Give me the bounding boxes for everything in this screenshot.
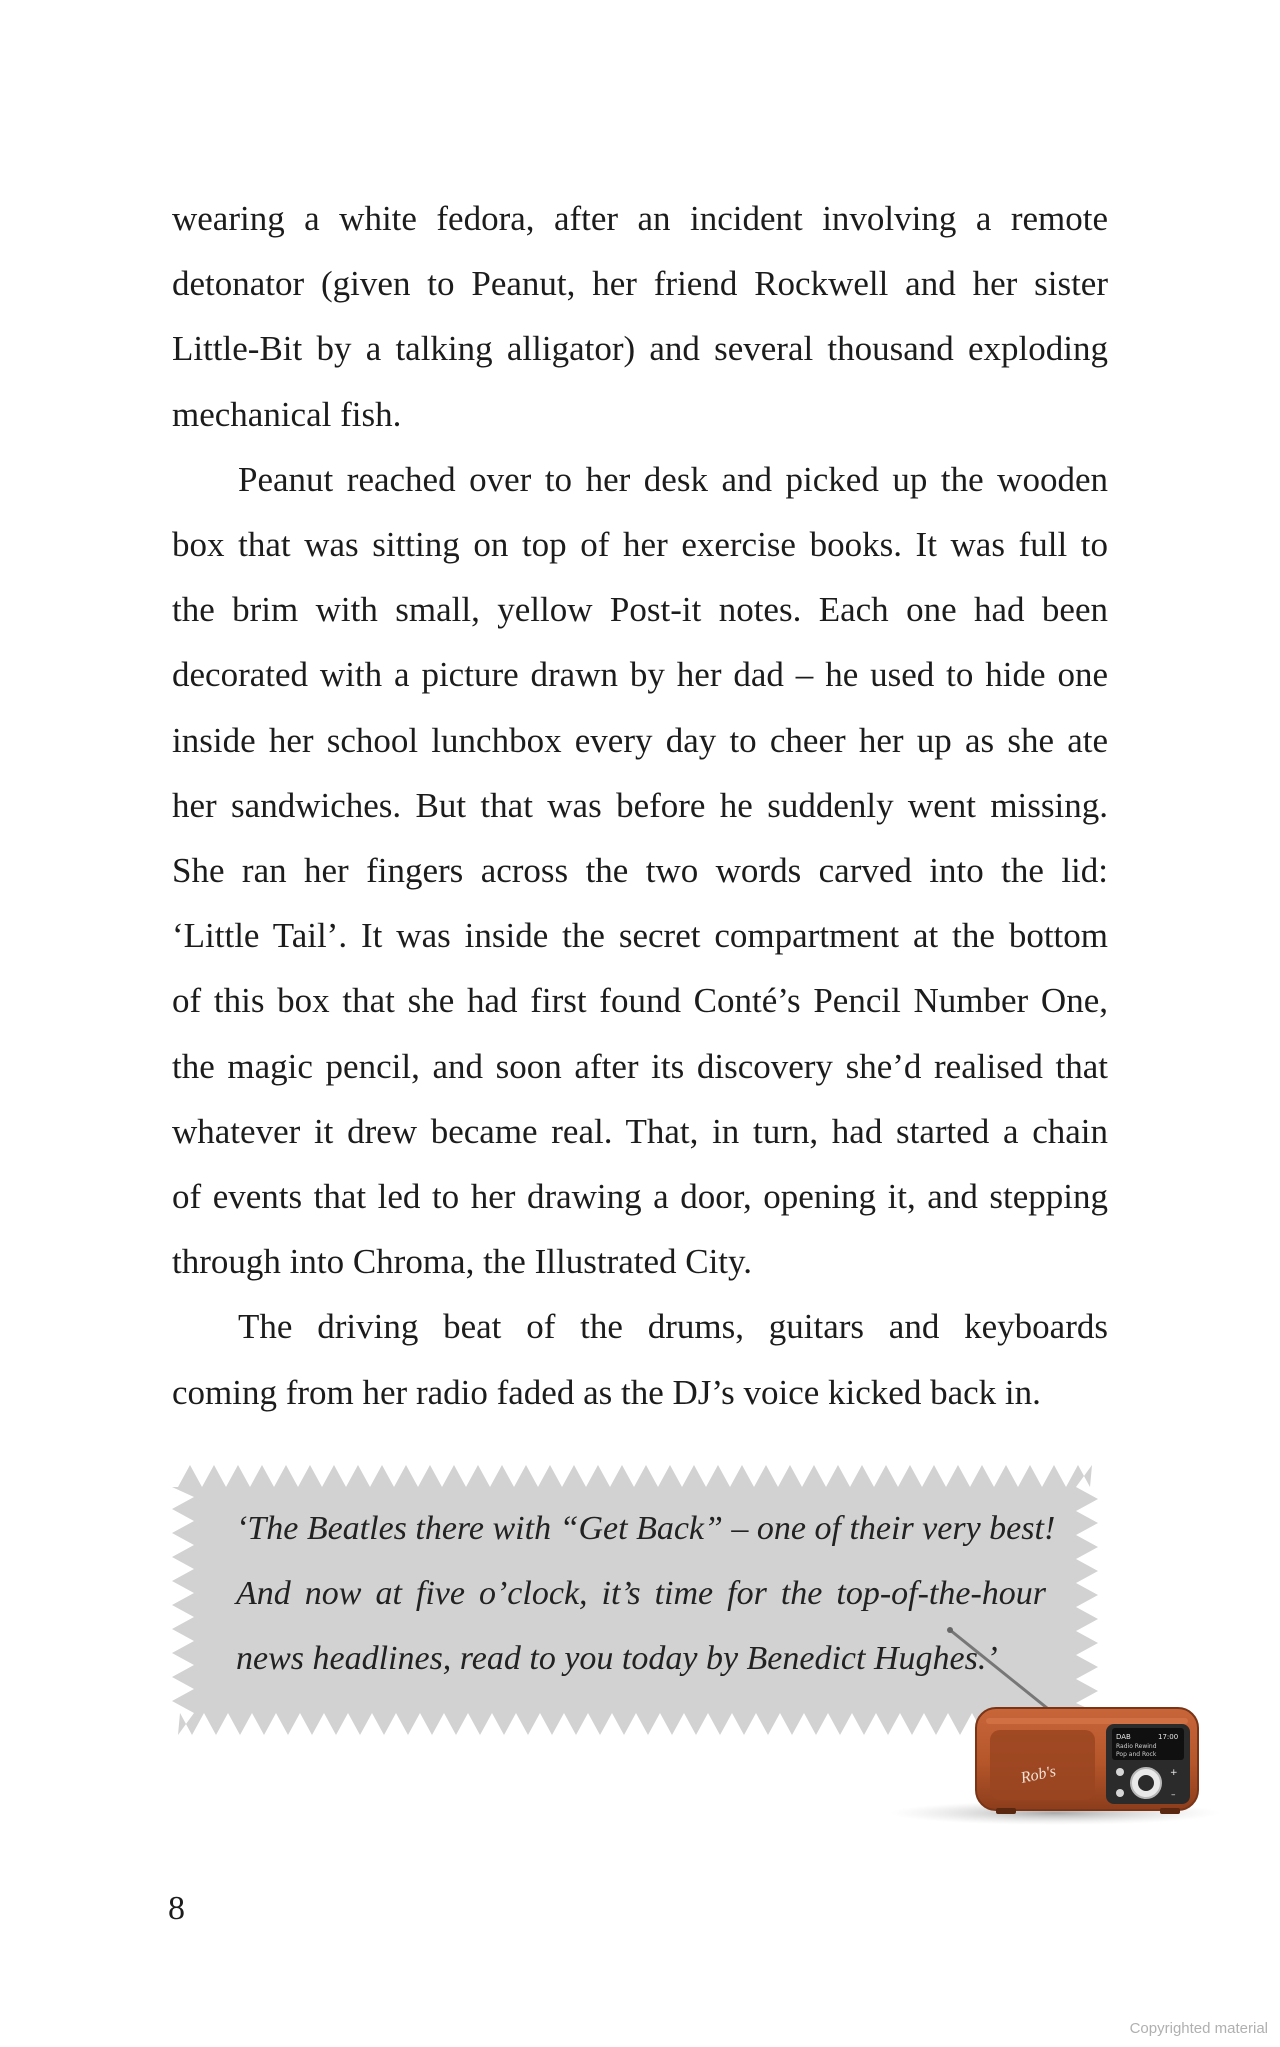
body-line: ‘Little Tail’. It was inside the secret compartment at the bottom: [172, 916, 1108, 956]
copyright-watermark: Copyrighted material: [1129, 2020, 1268, 2037]
quote-line: ‘The Beatles there with “Get Back” – one of their very best!: [236, 1510, 1056, 1547]
svg-text:Rob's: Rob's: [1019, 1762, 1058, 1787]
body-line: inside her school lunchbox every day to cheer her up as she ate: [172, 720, 1108, 760]
body-line: box that was sitting on top of her exercise books. It was full to: [172, 525, 1108, 565]
body-line: the brim with small, yellow Post-it notes. Each one had been: [172, 590, 1108, 630]
body-line: through into Chroma, the Illustrated City.: [172, 1242, 753, 1282]
quote-line: news headlines, read to you today by Benedict Hughes.’: [236, 1640, 998, 1678]
body-line: wearing a white fedora, after an incident involving a remote: [172, 199, 1108, 238]
body-line: She ran her fingers across the two words carved into the lid:: [172, 851, 1108, 891]
body-text: [172, 186, 1108, 1425]
svg-text:Pop and Rock: Pop and Rock: [1116, 1751, 1157, 1758]
body-line: the magic pencil, and soon after its discovery she’d realised that: [172, 1046, 1108, 1086]
body-line: coming from her radio faded as the DJ’s voice kicked back in.: [172, 1372, 1041, 1412]
page-number: 8: [168, 1890, 185, 1927]
quote-line: And now at five o’clock, it’s time for the top-of-the-hour: [236, 1575, 1046, 1613]
body-line: of events that led to her drawing a door, opening it, and stepping: [172, 1177, 1108, 1217]
body-line: mechanical fish.: [172, 394, 402, 434]
svg-text:+: +: [1170, 1768, 1178, 1778]
body-line: her sandwiches. But that was before he suddenly went missing.: [172, 785, 1108, 825]
body-line: Little-Bit by a talking alligator) and several thousand exploding: [172, 329, 1108, 369]
body-line: The driving beat of the drums, guitars and keyboards: [238, 1307, 1108, 1347]
body-line: whatever it drew became real. That, in turn, had started a chain: [172, 1111, 1108, 1151]
svg-text:–: –: [1171, 1790, 1176, 1800]
svg-text:Radio Rewind: Radio Rewind: [1116, 1743, 1157, 1750]
body-line: decorated with a picture drawn by her dad – he used to hide one: [172, 655, 1108, 695]
body-line: detonator (given to Peanut, her friend Rockwell and her sister: [172, 264, 1108, 304]
svg-text:17:00: 17:00: [1158, 1733, 1179, 1741]
svg-text:DAB: DAB: [1116, 1733, 1131, 1741]
body-line: of this box that she had first found Conté’s Pencil Number One,: [172, 981, 1108, 1021]
radio-icon: [890, 1620, 1230, 1830]
body-line: Peanut reached over to her desk and picked up the wooden: [238, 459, 1108, 499]
